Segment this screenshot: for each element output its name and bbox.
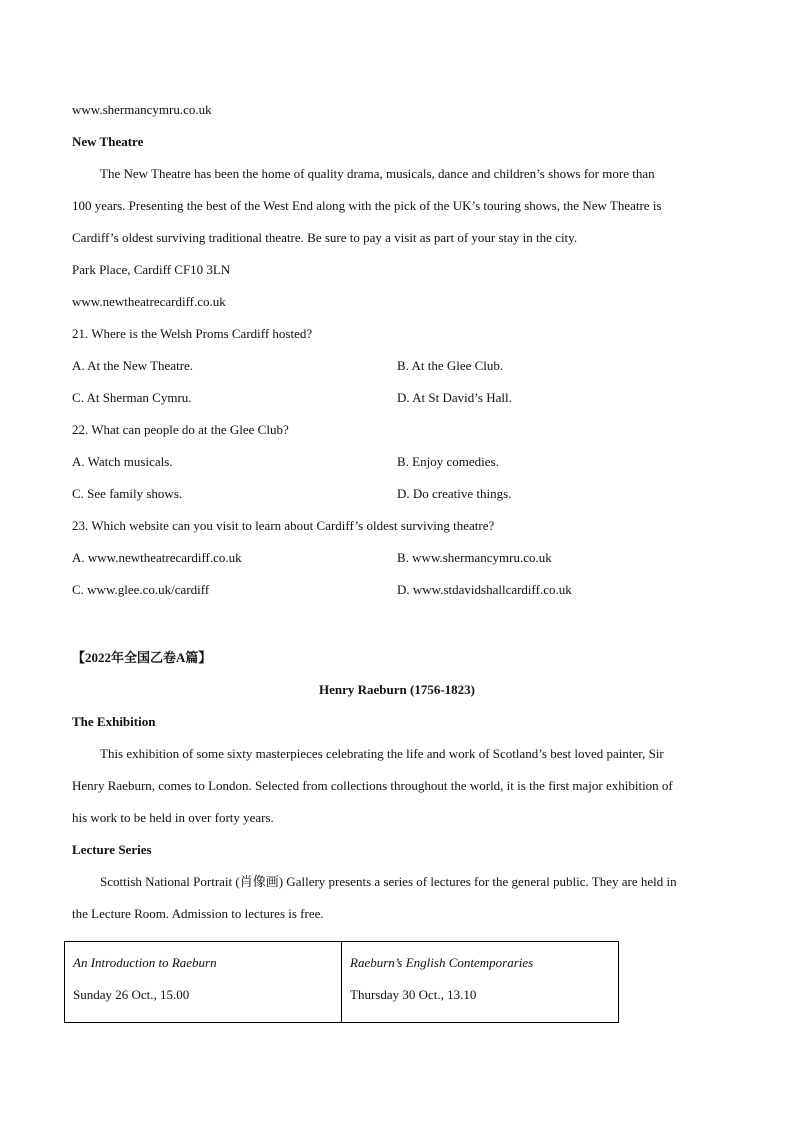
question-21-options-row-2 [72, 388, 722, 420]
question-23-stem: 23. Which website can you visit to learn about Cardiff’s oldest surviving theatre? [72, 518, 495, 533]
sherman-url: www.shermancymru.co.uk [72, 102, 212, 117]
question-23-option-b: B. www.shermancymru.co.uk [397, 550, 552, 565]
section-tag: 【2022年全国乙卷A篇】 [72, 650, 212, 665]
exhibition-line-2: Henry Raeburn, comes to London. Selected from collections throughout the world, it is the first major exhibition of [72, 778, 673, 793]
document-content [72, 100, 722, 936]
question-21-option-c: C. At Sherman Cymru. [72, 390, 192, 405]
new-theatre-para-line-2: 100 years. Presenting the best of the West End along with the pick of the UK’s touring shows, the New Theatre is [72, 198, 662, 213]
question-22-option-a: A. Watch musicals. [72, 454, 173, 469]
exhibition-heading: The Exhibition [72, 714, 156, 729]
lecture-heading: Lecture Series [72, 842, 152, 857]
lecture-time-1: Sunday 26 Oct., 15.00 [73, 987, 190, 1002]
exhibition-line-1: This exhibition of some sixty masterpieces celebrating the life and work of Scotland’s best loved painter, Sir [100, 746, 664, 761]
question-21-option-a: A. At the New Theatre. [72, 358, 194, 373]
question-22-option-d: D. Do creative things. [397, 486, 512, 501]
question-22-options-row-2 [72, 484, 722, 516]
question-21-option-d: D. At St David’s Hall. [397, 390, 512, 405]
lecture-title-1: An Introduction to Raeburn [73, 955, 217, 970]
question-23-options-row-1 [72, 548, 722, 580]
lecture-line-1: Scottish National Portrait (肖像画) Gallery presents a series of lectures for the general public. They are held in [100, 874, 677, 889]
question-23-option-d: D. www.stdavidshallcardiff.co.uk [397, 582, 572, 597]
passage-title: Henry Raeburn (1756-1823) [319, 682, 475, 697]
question-23-option-c: C. www.glee.co.uk/cardiff [72, 582, 210, 597]
section-spacer [72, 612, 722, 648]
new-theatre-address: Park Place, Cardiff CF10 3LN [72, 262, 231, 277]
lecture-time-2: Thursday 30 Oct., 13.10 [350, 987, 477, 1002]
lecture-table [64, 941, 619, 1023]
question-23-options-row-2 [72, 580, 722, 612]
lecture-line-2: the Lecture Room. Admission to lectures is free. [72, 906, 324, 921]
lecture-title-2: Raeburn’s English Contemporaries [350, 955, 534, 970]
question-22-option-c: C. See family shows. [72, 486, 183, 501]
new-theatre-para-line-1: The New Theatre has been the home of quality drama, musicals, dance and children’s shows for more than [100, 166, 655, 181]
lecture-cell-1 [65, 942, 342, 1023]
question-21-stem: 21. Where is the Welsh Proms Cardiff hosted? [72, 326, 313, 341]
question-23-option-a: A. www.newtheatrecardiff.co.uk [72, 550, 242, 565]
question-21-option-b: B. At the Glee Club. [397, 358, 504, 373]
question-21-options-row-1 [72, 356, 722, 388]
new-theatre-heading: New Theatre [72, 134, 144, 149]
question-22-options-row-1 [72, 452, 722, 484]
new-theatre-para-line-3: Cardiff’s oldest surviving traditional theatre. Be sure to pay a visit as part of your stay in the city. [72, 230, 578, 245]
exhibition-line-3: his work to be held in over forty years. [72, 810, 274, 825]
table-row [65, 942, 619, 1023]
new-theatre-url: www.newtheatrecardiff.co.uk [72, 294, 226, 309]
lecture-cell-2 [342, 942, 619, 1023]
question-22-stem: 22. What can people do at the Glee Club? [72, 422, 289, 437]
question-22-option-b: B. Enjoy comedies. [397, 454, 499, 469]
